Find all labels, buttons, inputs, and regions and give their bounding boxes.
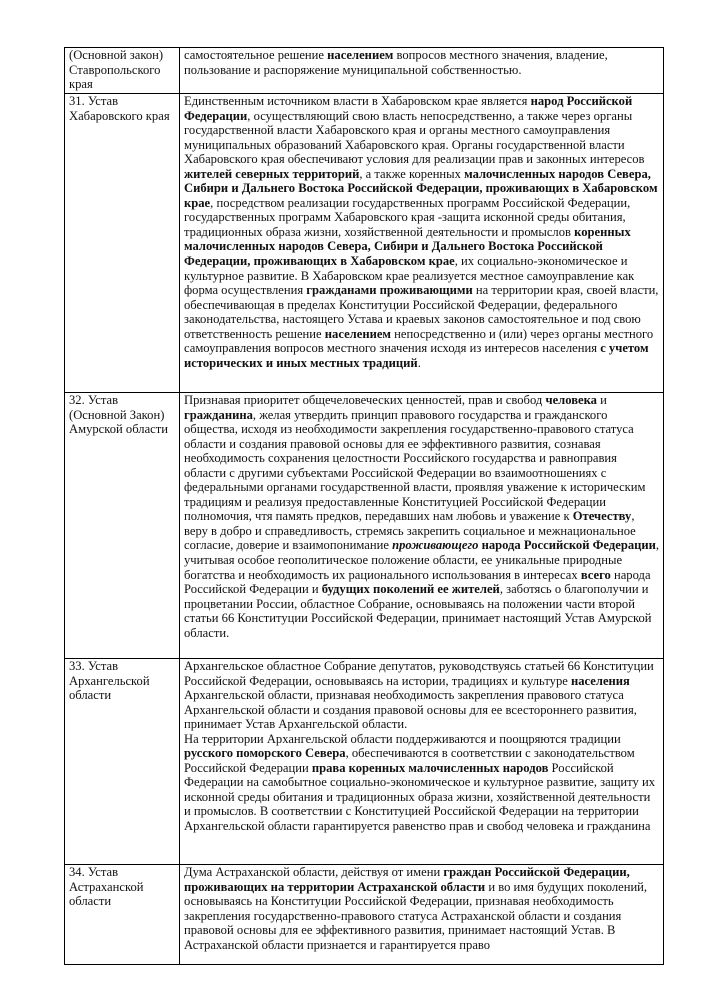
emphasized-term: народ Российской Федерации bbox=[184, 94, 633, 123]
excerpt-text: Единственным источником власти в Хабаровском крае является bbox=[184, 94, 531, 108]
excerpt-text: Архангельское областное Собрание депутатов, руководствуясь статьей 66 Конституции Российской Федерации, основываясь на истории, традициях и культуре bbox=[184, 659, 654, 688]
emphasized-term: человека bbox=[545, 393, 597, 407]
table-row bbox=[65, 865, 664, 965]
emphasized-term: Отечеству bbox=[572, 509, 632, 524]
excerpt-text: , а также коренных bbox=[359, 166, 465, 181]
document-excerpt-cell bbox=[180, 865, 664, 965]
document-title: (Основной закон) Ставропольского края bbox=[69, 48, 164, 92]
document-title: 33. Устав Архангельской области bbox=[69, 659, 150, 703]
document-title-cell bbox=[65, 659, 180, 865]
emphasized-term: права коренных малочисленных народов bbox=[311, 760, 549, 775]
table-row bbox=[65, 94, 664, 393]
excerpt-text: самостоятельное решение bbox=[184, 48, 328, 62]
document-title: 32. Устав (Основной Закон) Амурской области bbox=[69, 393, 169, 437]
emphasized-term: населения bbox=[571, 673, 630, 688]
document-title: 31. Устав Хабаровского края bbox=[69, 94, 170, 123]
excerpt-text: , веру в добро и справедливость, стремясь закрепить социальное и межнациональное согласие, доверие и взаимопонимание bbox=[184, 509, 636, 553]
excerpt-text: , их социально-экономическое и культурное развитие. В Хабаровском крае реализуется местное самоуправление как форма осуществления bbox=[184, 254, 635, 298]
excerpt-text: Архангельской области, признавая необходимость закрепления правового статуса Архангельской области и создания правовой основы для ее всестороннего развития, принимает Устав Архангельской области. bbox=[184, 688, 637, 732]
document-excerpt-cell bbox=[180, 393, 664, 659]
excerpt-text: и во имя будущих поколений, основываясь на Конституции Российской Федерации, признавая необходимость закрепления государственно-правового статуса Астраханской области и создания правовой основы для ее эффективного развития, принимает настоящий Устав. В Астраханской области признается и гарантируется право bbox=[184, 879, 648, 952]
excerpt-text: народа Российской Федерации и bbox=[184, 567, 651, 597]
emphasized-term: русского поморского Севера bbox=[184, 746, 346, 761]
excerpt-text: , посредством реализации государственных программ Российской Федерации, государственных программ Хабаровского края -защита исконной среды обитания, традиционных образа жизни, хозяйственной деятельности и промыслов bbox=[184, 195, 631, 239]
excerpt-text: и bbox=[596, 393, 607, 407]
emphasized-term: гражданина bbox=[184, 407, 253, 422]
excerpt-text: . bbox=[417, 355, 421, 370]
emphasized-term: народа Российской Федерации bbox=[481, 538, 656, 553]
document-page bbox=[64, 47, 661, 965]
table-body bbox=[65, 48, 664, 965]
document-excerpt-cell bbox=[180, 659, 664, 865]
document-excerpt-cell bbox=[180, 94, 664, 393]
excerpt-text: , заботясь о благополучии и процветании России, областное Собрание, основываясь на положении части второй статьи 66 Конституции Российской Федерации, принимает настоящий Устав Амурской области. bbox=[184, 582, 652, 640]
excerpt-text: Признавая приоритет общечеловеческих ценностей, прав и свобод bbox=[184, 393, 546, 407]
document-excerpt-cell bbox=[180, 48, 664, 94]
emphasized-term: с учетом исторических и иных местных традиций bbox=[184, 341, 649, 370]
emphasized-term: гражданами проживающими bbox=[306, 283, 473, 298]
document-title: 34. Устав Астраханской области bbox=[69, 865, 144, 909]
document-title-cell bbox=[65, 94, 180, 393]
emphasized-term: граждан Российской Федерации, проживающих на территории Астраханской области bbox=[184, 865, 630, 894]
emphasized-term: будущих поколений ее жителей bbox=[321, 582, 500, 597]
excerpt-text: , учитывая особое геополитическое положение области, ее уникальные природные богатства и необходимость их рационального использования в интересах bbox=[184, 538, 660, 582]
charters-table bbox=[64, 47, 664, 965]
emphasized-term: населением bbox=[324, 326, 392, 341]
excerpt-text: непосредственно и (или) через органы местного самоуправления вопросов местного значения исходя из интересов населения bbox=[184, 326, 654, 356]
document-title-cell bbox=[65, 48, 180, 94]
emphasized-term: проживающего bbox=[392, 538, 479, 553]
excerpt-text: Дума Астраханской области, действуя от имени bbox=[184, 865, 444, 879]
document-title-cell bbox=[65, 393, 180, 659]
excerpt-text: , желая утвердить принцип правового государства и гражданского общества, исходя из необходимости закрепления государственно-правового статуса области и создания правовой основы для ее эффективного развития, сознавая необходимость сохранения целостности Российского государства и равноправия области с другими субъектами Российской Федерации во взаимоотношениях с федеральными органами государственной власти, проявляя уважение к историческим традициям и реализуя предоставленные Конституцией Российской Федерации полномочия, чтя память предков, передавших нам любовь и уважение к bbox=[184, 407, 646, 524]
emphasized-term: малочисленных народов Севера, Сибири и Дальнего Востока Российской Федерации, проживающих в Хабаровском крае bbox=[184, 166, 658, 210]
emphasized-term: всего bbox=[580, 567, 611, 582]
excerpt-text: вопросов местного значения, владение, пользование и распоряжение муниципальной собственностью. bbox=[184, 48, 608, 77]
table-row bbox=[65, 393, 664, 659]
emphasized-term: жителей северных территорий bbox=[184, 166, 360, 181]
excerpt-text: , обеспечиваются в соответствии с законодательством Российской Федерации bbox=[184, 746, 635, 775]
excerpt-text: На территории Архангельской области поддерживаются и поощряются традиции bbox=[184, 731, 621, 746]
excerpt-text: на территории края, своей власти, обеспечивающая в пределах Конституции Российской Федерации, федерального законодательства, настоящего Устава и краевых законов самостоятельное и под свою ответственность решение bbox=[184, 283, 659, 341]
table-row bbox=[65, 659, 664, 865]
document-title-cell bbox=[65, 865, 180, 965]
excerpt-text: Российской Федерации на самобытное социально-экономическое и культурное развитие, защиту их исконной среды обитания и традиционных образа жизни, хозяйственной деятельности и промыслов. В соответствии с Конституцией Российской Федерации на территории Архангельской области гарантируется равенство прав и свобод человека и гражданина bbox=[184, 760, 655, 834]
table-row bbox=[65, 48, 664, 94]
emphasized-term: населением bbox=[327, 48, 394, 62]
emphasized-term: коренных малочисленных народов Севера, Сибири и Дальнего Востока Российской Федерации, проживающих в Хабаровском крае bbox=[184, 224, 631, 269]
excerpt-text: , осуществляющий свою власть непосредственно, а также через органы государственной власти Хабаровского края и органы местного самоуправления муниципальных образований Хабаровского края. Органы государственной власти Хабаровского края обеспечивают условия для реализации прав и законных интересов bbox=[184, 108, 645, 167]
